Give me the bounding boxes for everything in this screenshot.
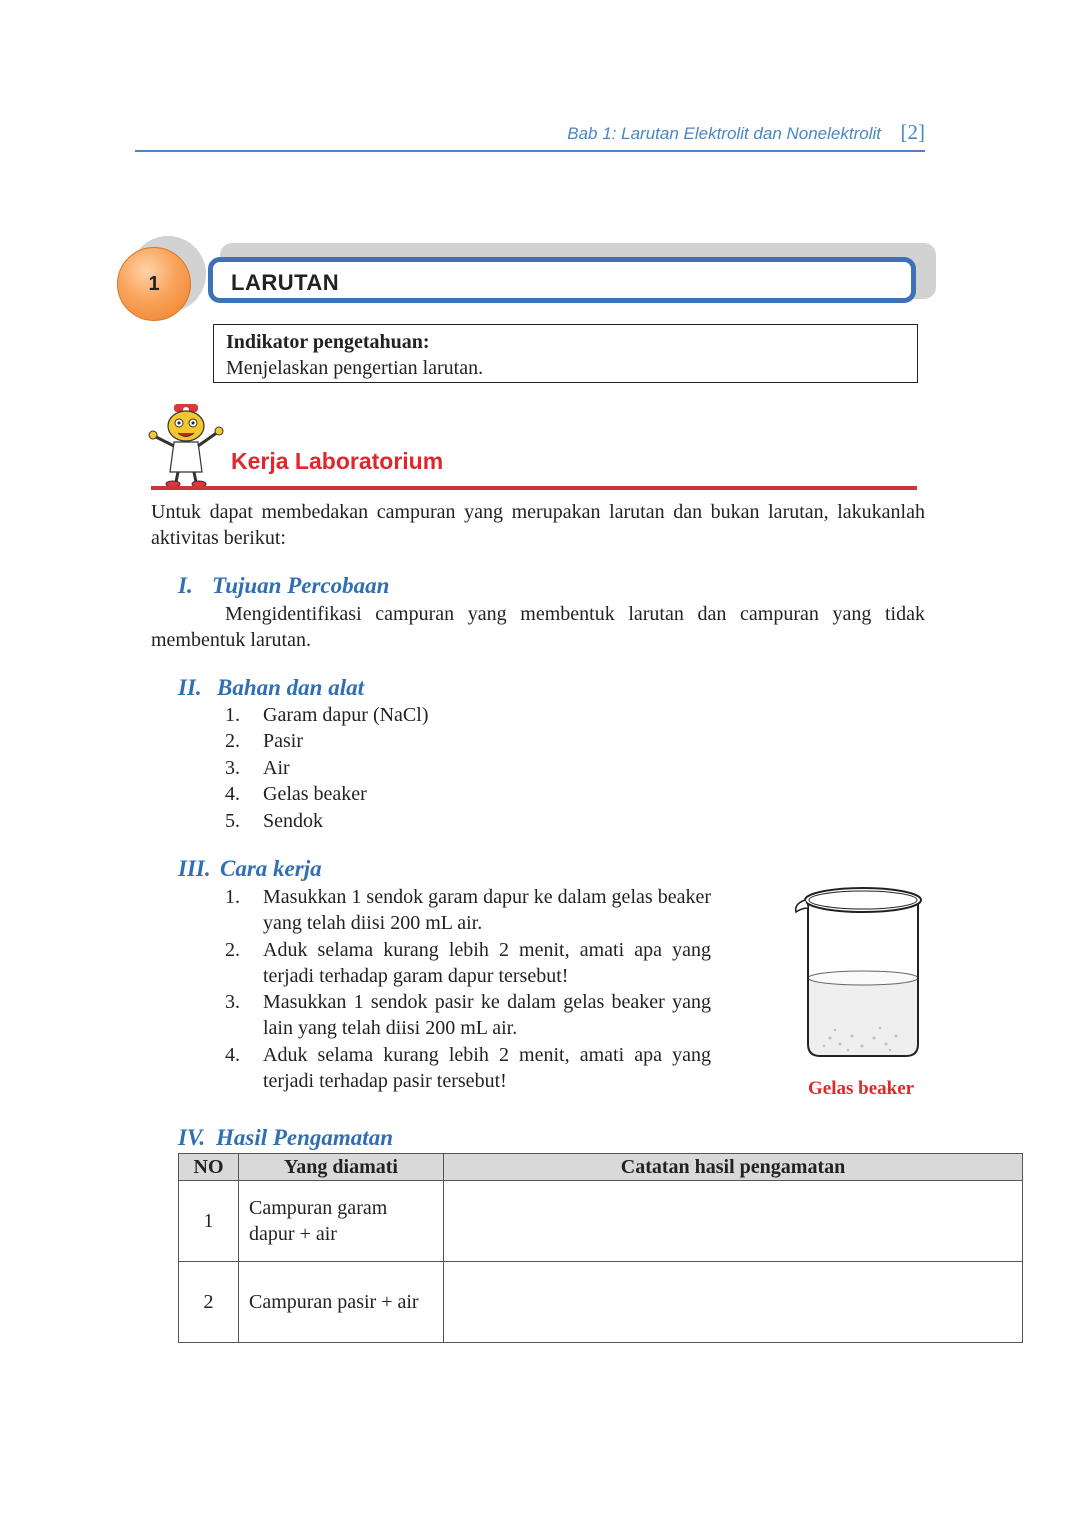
item-text: Garam dapur (NaCl) bbox=[263, 704, 429, 726]
objective-text: Mengidentifikasi campuran yang membentuk larutan dan campuran yang tidak membentuk larutan. bbox=[151, 603, 925, 651]
row-number: 2 bbox=[179, 1262, 239, 1343]
results-title: Hasil Pengamatan bbox=[216, 1125, 393, 1150]
procedure-steps bbox=[225, 884, 711, 1094]
indicator-heading: Indikator pengetahuan: bbox=[226, 331, 430, 353]
materials-title: Bahan dan alat bbox=[217, 675, 364, 700]
item-text: Sendok bbox=[263, 809, 323, 832]
item-number: 2. bbox=[225, 938, 240, 961]
section-banner bbox=[208, 257, 916, 303]
materials-list bbox=[225, 702, 429, 834]
item-number: 3. bbox=[225, 991, 240, 1014]
list-item bbox=[225, 728, 429, 754]
running-header bbox=[135, 122, 925, 152]
scientist-mascot-icon bbox=[146, 402, 226, 488]
procedure-heading bbox=[178, 856, 322, 882]
item-number: 1. bbox=[225, 704, 240, 726]
objective-heading bbox=[178, 573, 389, 599]
row-number: 1 bbox=[179, 1181, 239, 1262]
lab-divider bbox=[151, 486, 917, 490]
indicator-box bbox=[213, 324, 918, 383]
column-header: Yang diamati bbox=[239, 1154, 444, 1181]
lab-heading: Kerja Laboratorium bbox=[231, 448, 444, 474]
item-number: 4. bbox=[225, 1043, 240, 1066]
item-number: 5. bbox=[225, 809, 240, 832]
item-number: 3. bbox=[225, 756, 240, 779]
list-item bbox=[225, 1042, 711, 1095]
item-number: 2. bbox=[225, 730, 240, 753]
page-number: [2] bbox=[900, 120, 925, 144]
indicator-text: Menjelaskan pengertian larutan. bbox=[226, 357, 484, 379]
item-text: Masukkan 1 sendok pasir ke dalam gelas beaker yang lain yang telah diisi 200 mL air. bbox=[263, 991, 711, 1040]
list-item bbox=[225, 884, 711, 937]
section-title: LARUTAN bbox=[231, 270, 340, 295]
observation-note-cell[interactable] bbox=[444, 1262, 1023, 1343]
item-text: Aduk selama kurang lebih 2 menit, amati apa yang terjadi terhadap garam dapur tersebut! bbox=[263, 938, 711, 987]
list-item bbox=[225, 989, 711, 1042]
materials-number: II. bbox=[178, 675, 202, 700]
figure-caption: Gelas beaker bbox=[808, 1078, 915, 1099]
item-number: 1. bbox=[225, 886, 240, 908]
item-number: 4. bbox=[225, 783, 240, 806]
item-text: Pasir bbox=[263, 730, 303, 753]
section-number-badge: 1 bbox=[117, 247, 191, 321]
item-text: Masukkan 1 sendok garam dapur ke dalam gelas beaker yang telah diisi 200 mL air. bbox=[263, 886, 711, 935]
list-item bbox=[225, 702, 429, 728]
list-item bbox=[225, 755, 429, 781]
objective-title: Tujuan Percobaan bbox=[212, 573, 390, 598]
beaker-illustration bbox=[790, 878, 926, 1068]
observation-table bbox=[178, 1153, 1023, 1343]
results-number: IV. bbox=[178, 1125, 206, 1150]
table-row bbox=[179, 1262, 1023, 1343]
chapter-title: Bab 1: Larutan Elektrolit dan Nonelektrolit bbox=[567, 124, 881, 143]
observed-item: Campuran garam dapur + air bbox=[239, 1181, 444, 1262]
table-header-row bbox=[179, 1154, 1023, 1181]
column-header: Catatan hasil pengamatan bbox=[444, 1154, 1023, 1181]
list-item bbox=[225, 781, 429, 807]
objective-number: I. bbox=[178, 573, 193, 598]
column-header: NO bbox=[179, 1154, 239, 1181]
table-row bbox=[179, 1181, 1023, 1262]
results-heading bbox=[178, 1125, 393, 1151]
item-text: Aduk selama kurang lebih 2 menit, amati apa yang terjadi terhadap pasir tersebut! bbox=[263, 1043, 711, 1093]
item-text: Air bbox=[263, 756, 290, 779]
observation-note-cell[interactable] bbox=[444, 1181, 1023, 1262]
materials-heading bbox=[178, 675, 364, 701]
list-item bbox=[225, 808, 429, 834]
list-item bbox=[225, 937, 711, 990]
lab-intro: Untuk dapat membedakan campuran yang merupakan larutan dan bukan larutan, lakukanlah aktivitas berikut: bbox=[151, 501, 925, 549]
item-text: Gelas beaker bbox=[263, 783, 367, 806]
observed-item: Campuran pasir + air bbox=[239, 1262, 444, 1343]
procedure-title: Cara kerja bbox=[220, 856, 322, 881]
procedure-number: III. bbox=[178, 856, 211, 881]
